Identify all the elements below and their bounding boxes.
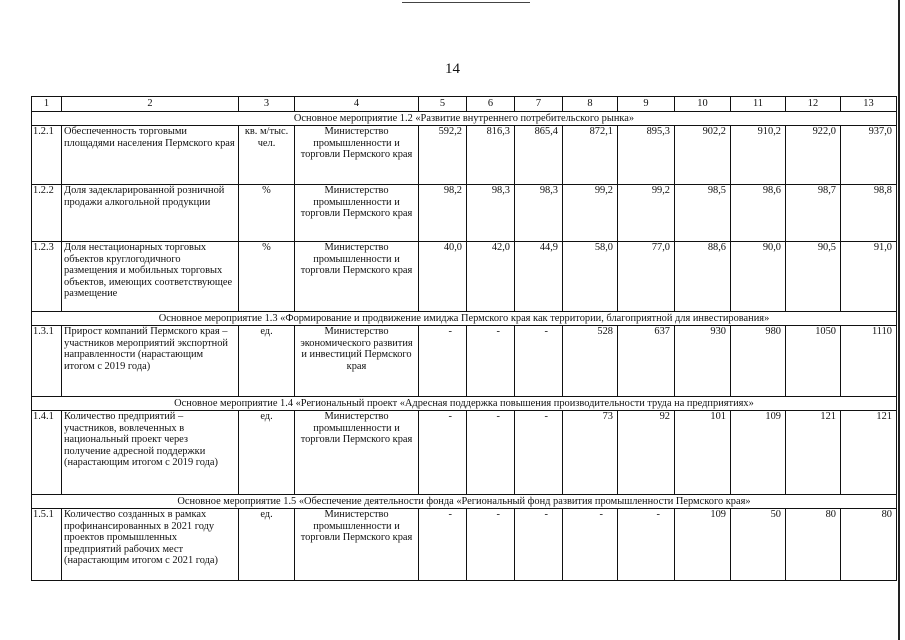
value-cell: 92 — [618, 411, 675, 495]
table-row — [32, 326, 897, 397]
table-row — [32, 126, 897, 185]
row-number-cell: 1.2.1 — [32, 126, 62, 185]
indicator-name-cell: Обеспеченность торговыми площадями населения Пермского края — [62, 126, 239, 185]
header-cell: 12 — [786, 97, 841, 112]
value-cell: - — [563, 509, 618, 581]
value-cell: 937,0 — [841, 126, 897, 185]
value-cell: - — [515, 411, 563, 495]
header-cell: 13 — [841, 97, 897, 112]
unit-cell: ед. — [239, 411, 295, 495]
value-cell: 90,0 — [731, 242, 786, 312]
unit-cell: % — [239, 185, 295, 242]
header-cell: 7 — [515, 97, 563, 112]
section-title: Основное мероприятие 1.4 «Региональный проект «Адресная поддержка повышения производительности труда на предприятиях» — [32, 397, 897, 411]
value-cell: 50 — [731, 509, 786, 581]
section-row — [32, 495, 897, 509]
value-cell: 528 — [563, 326, 618, 397]
value-cell: 101 — [675, 411, 731, 495]
value-cell: 80 — [786, 509, 841, 581]
value-cell: 592,2 — [419, 126, 467, 185]
header-cell: 9 — [618, 97, 675, 112]
value-cell: 99,2 — [618, 185, 675, 242]
value-cell: 80 — [841, 509, 897, 581]
value-cell: 121 — [841, 411, 897, 495]
value-cell: 58,0 — [563, 242, 618, 312]
value-cell: 922,0 — [786, 126, 841, 185]
header-cell: 5 — [419, 97, 467, 112]
value-cell: 98,8 — [841, 185, 897, 242]
value-cell: 91,0 — [841, 242, 897, 312]
header-cell: 10 — [675, 97, 731, 112]
section-title: Основное мероприятие 1.5 «Обеспечение деятельности фонда «Региональный фонд развития промышленности Пермского края» — [32, 495, 897, 509]
value-cell: 1050 — [786, 326, 841, 397]
value-cell: 88,6 — [675, 242, 731, 312]
value-cell: 1110 — [841, 326, 897, 397]
header-cell: 4 — [295, 97, 419, 112]
table-row — [32, 185, 897, 242]
table-row — [32, 242, 897, 312]
header-cell: 8 — [563, 97, 618, 112]
value-cell: - — [515, 326, 563, 397]
value-cell: - — [618, 509, 675, 581]
value-cell: 910,2 — [731, 126, 786, 185]
header-cell: 3 — [239, 97, 295, 112]
value-cell: - — [419, 509, 467, 581]
row-number-cell: 1.4.1 — [32, 411, 62, 495]
table-row — [32, 411, 897, 495]
value-cell: 902,2 — [675, 126, 731, 185]
value-cell: 40,0 — [419, 242, 467, 312]
value-cell: 637 — [618, 326, 675, 397]
indicator-name-cell: Количество предприятий – участников, вовлеченных в национальный проект через получение адресной поддержки (нарастающим итогом с 2019 года) — [62, 411, 239, 495]
value-cell: - — [467, 509, 515, 581]
header-cell: 6 — [467, 97, 515, 112]
indicator-name-cell: Количество созданных в рамках профинансированных в 2021 году проектов промышленных предприятий рабочих мест (нарастающим итогом с 2021 года) — [62, 509, 239, 581]
header-row — [32, 97, 897, 112]
responsible-org-cell: Министерство промышленности и торговли Пермского края — [295, 126, 419, 185]
header-cell: 2 — [62, 97, 239, 112]
header-cell: 1 — [32, 97, 62, 112]
responsible-org-cell: Министерство промышленности и торговли Пермского края — [295, 411, 419, 495]
value-cell: 98,5 — [675, 185, 731, 242]
responsible-org-cell: Министерство промышленности и торговли Пермского края — [295, 185, 419, 242]
value-cell: 872,1 — [563, 126, 618, 185]
value-cell: - — [419, 411, 467, 495]
value-cell: 980 — [731, 326, 786, 397]
row-number-cell: 1.5.1 — [32, 509, 62, 581]
value-cell: 73 — [563, 411, 618, 495]
indicator-name-cell: Прирост компаний Пермского края – участников мероприятий экспортной направленности (нарастающим итогом с 2019 года) — [62, 326, 239, 397]
unit-cell: кв. м/тыс. чел. — [239, 126, 295, 185]
responsible-org-cell: Министерство промышленности и торговли Пермского края — [295, 509, 419, 581]
value-cell: 930 — [675, 326, 731, 397]
value-cell: - — [467, 326, 515, 397]
section-row — [32, 312, 897, 326]
row-number-cell: 1.3.1 — [32, 326, 62, 397]
page-edge-line — [898, 0, 900, 640]
row-number-cell: 1.2.2 — [32, 185, 62, 242]
value-cell: 98,7 — [786, 185, 841, 242]
value-cell: 109 — [675, 509, 731, 581]
value-cell: 77,0 — [618, 242, 675, 312]
section-title: Основное мероприятие 1.2 «Развитие внутреннего потребительского рынка» — [32, 112, 897, 126]
unit-cell: ед. — [239, 326, 295, 397]
unit-cell: % — [239, 242, 295, 312]
value-cell: 98,6 — [731, 185, 786, 242]
value-cell: 98,3 — [467, 185, 515, 242]
header-cell: 11 — [731, 97, 786, 112]
value-cell: 895,3 — [618, 126, 675, 185]
responsible-org-cell: Министерство экономического развития и инвестиций Пермского края — [295, 326, 419, 397]
value-cell: 109 — [731, 411, 786, 495]
responsible-org-cell: Министерство промышленности и торговли Пермского края — [295, 242, 419, 312]
value-cell: 865,4 — [515, 126, 563, 185]
indicator-name-cell: Доля задекларированной розничной продажи алкогольной продукции — [62, 185, 239, 242]
value-cell: 816,3 — [467, 126, 515, 185]
page-number: 14 — [445, 61, 460, 77]
section-row — [32, 397, 897, 411]
unit-cell: ед. — [239, 509, 295, 581]
value-cell: 98,2 — [419, 185, 467, 242]
row-number-cell: 1.2.3 — [32, 242, 62, 312]
section-row — [32, 112, 897, 126]
value-cell: 121 — [786, 411, 841, 495]
indicator-name-cell: Доля нестационарных торговых объектов круглогодичного размещения и мобильных торговых объектов, имеющих соответствующее размещение — [62, 242, 239, 312]
value-cell: - — [515, 509, 563, 581]
section-title: Основное мероприятие 1.3 «Формирование и продвижение имиджа Пермского края как территории, благоприятной для инвестирования» — [32, 312, 897, 326]
table-row — [32, 509, 897, 581]
value-cell: 90,5 — [786, 242, 841, 312]
value-cell: 44,9 — [515, 242, 563, 312]
scan-line — [402, 2, 530, 3]
value-cell: 42,0 — [467, 242, 515, 312]
value-cell: - — [467, 411, 515, 495]
value-cell: 98,3 — [515, 185, 563, 242]
value-cell: - — [419, 326, 467, 397]
indicators-table — [31, 96, 897, 581]
value-cell: 99,2 — [563, 185, 618, 242]
